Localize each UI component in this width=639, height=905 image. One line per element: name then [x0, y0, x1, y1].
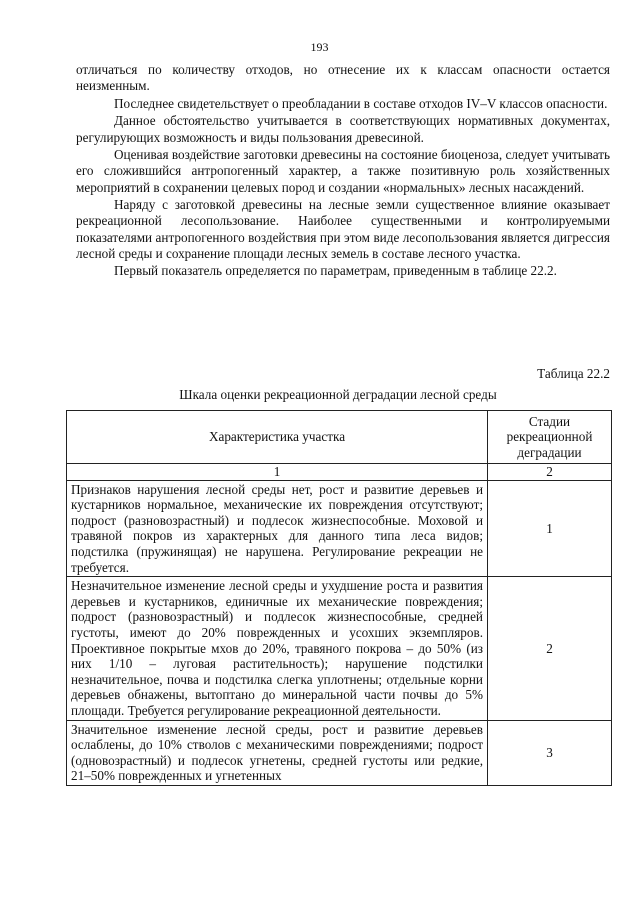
- header-degradation-stage: Стадии рекреационной деградации: [488, 411, 612, 464]
- row-description: Значительное изменение лесной среды, рост и развитие деревьев ослаблены, до 10% стволов с механическими повреждениями; подрост (одновозрастный) и подлесок угнетены, средней густоты или редкие, 21–50% поврежденных и угнетенных: [67, 720, 488, 785]
- row-stage: 2: [488, 577, 612, 720]
- page-number: 193: [310, 40, 329, 54]
- table-row: [67, 480, 612, 577]
- table-label: Таблица 22.2: [537, 366, 610, 381]
- header-site-characteristic: Характеристика участка: [67, 411, 488, 464]
- table-row: [67, 577, 612, 720]
- paragraph: Последнее свидетельствует о преобладании в составе отходов IV–V классов опасности.: [114, 95, 608, 111]
- paragraph: Первый показатель определяется по параметрам, приведенным в таблице 22.2.: [114, 263, 557, 279]
- row-stage: 3: [488, 720, 612, 785]
- degradation-scale-table: [66, 410, 612, 786]
- paragraph: Оценивая воздействие заготовки древесины на состояние биоценоза, следует учитывать его сложившийся антропогенный характер, а также позитивную роль хозяйственных мероприятий в сохранении целевых пород и создании «нормальных» лесных насаждений.: [76, 147, 610, 195]
- paragraph: Наряду с заготовкой древесины на лесные земли существенное влияние оказывает рекреационной лесопользование. Наиболее существенными и контролируемыми показателями антропогенного воздействия при этом виде лесопользования является дигрессия лесной среды и сохранение площади лесных земель в составе лесного участка.: [76, 197, 610, 261]
- column-number: 2: [488, 464, 612, 481]
- row-description: Незначительное изменение лесной среды и ухудшение роста и развития деревьев и кустарников, единичные их механические повреждения; подрост (разновозрастный) и подлесок жизнеспособные, средней густоты, имеют до 20% поврежденных и усохших экземпляров. Проективное покрытые мхов до 20%, травяного покрова – до 50% (из них 1/10 – луговая растительность); нарушение подстилки незначительное, почва и подстилка слегка уплотнены; отдельные корни деревьев обнажены, вытоптано до минеральной части почвы до 5% площади. Требуется регулирование рекреационной деятельности.: [67, 577, 488, 720]
- paragraph: Данное обстоятельство учитывается в соответствующих нормативных документах, регулирующих возможность и виды пользования древесиной.: [76, 113, 610, 145]
- paragraph: отличаться по количеству отходов, но отнесение их к классам опасности остается неизменным.: [76, 62, 610, 94]
- table-title: Шкала оценки рекреационной деградации лесной среды: [179, 387, 497, 402]
- table-header-row: [67, 411, 612, 464]
- column-number-row: [67, 464, 612, 481]
- table-row: [67, 720, 612, 785]
- column-number: 1: [67, 464, 488, 481]
- row-stage: 1: [488, 480, 612, 577]
- row-description: Признаков нарушения лесной среды нет, рост и развитие деревьев и кустарников нормальное, механические их повреждения отсутствуют; подрост (разновозрастный) и подлесок жизнеспособные. Моховой и травяной покров из характерных для данного типа леса видов; подстилка (пружинящая) не нарушена. Регулирование рекреации не требуется.: [67, 480, 488, 577]
